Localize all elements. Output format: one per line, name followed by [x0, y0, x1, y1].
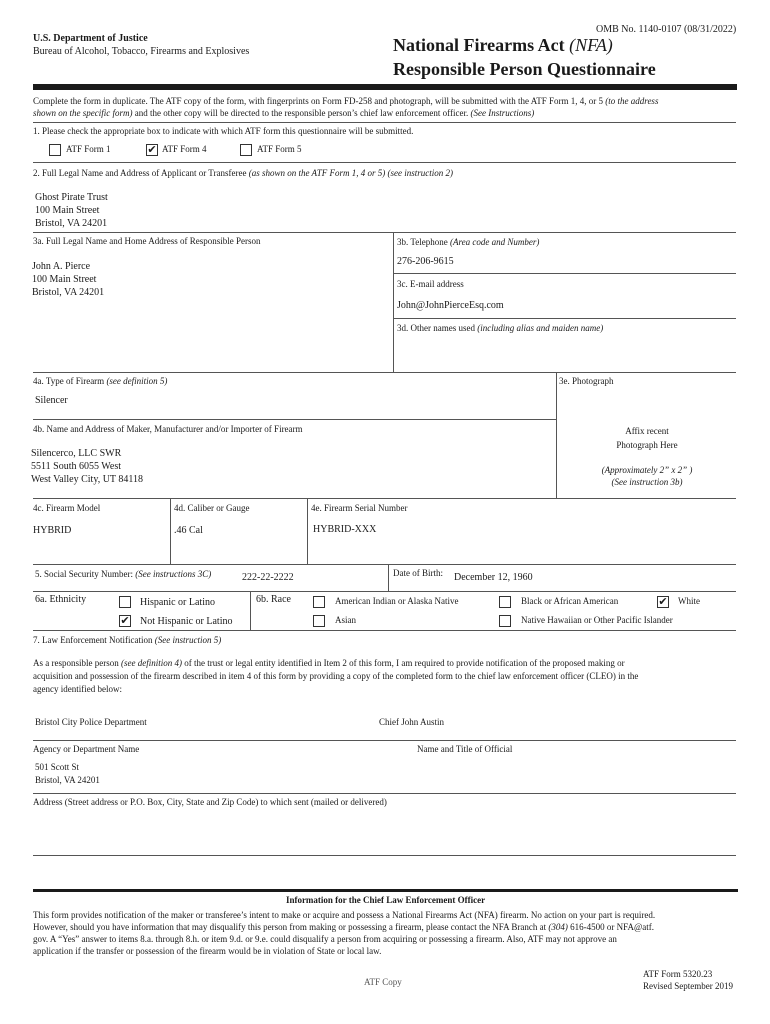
divider	[33, 162, 736, 163]
responsible-person-city[interactable]: Bristol, VA 24201	[32, 287, 105, 298]
item4d-label: 4d. Caliber or Gauge	[174, 503, 250, 513]
cleo-address-street[interactable]: 501 Scott St	[35, 762, 80, 772]
divider	[393, 273, 736, 274]
item3d-label	[397, 323, 603, 334]
item3b-label-text: 3b. Telephone	[397, 237, 450, 247]
item7-para-line1	[33, 658, 738, 669]
item3e-label: 3e. Photograph	[559, 376, 614, 386]
divider	[33, 232, 736, 233]
intro-text-italic: (to the address	[605, 96, 659, 106]
title-main: National Firearms Act	[393, 35, 565, 55]
official-name-field[interactable]: Chief John Austin	[379, 717, 445, 727]
item7-text-italic: (see definition 4)	[120, 658, 182, 668]
agency-name-label: Agency or Department Name	[33, 744, 140, 754]
applicant-city[interactable]: Bristol, VA 24201	[35, 218, 108, 229]
divider	[33, 855, 736, 856]
intro-text-2: and the other copy will be directed to the responsible person’s chief law enforcement officer.	[132, 108, 471, 118]
column-divider	[250, 591, 251, 630]
asian-label: Asian	[335, 615, 356, 625]
item2-label-text: 2. Full Legal Name and Address of Applicant or Transferee	[33, 168, 249, 178]
cleo-info-line2	[33, 922, 738, 933]
cleo-address-label: Address (Street address or P.O. Box, City, State and Zip Code) to which sent (mailed or delivered)	[33, 797, 387, 807]
intro-text: Complete the form in duplicate. The ATF copy of the form, with fingerprints on Form FD-258 and photograph, will be submitted with the ATF Form 1, 4, or 5	[33, 96, 606, 106]
responsible-person-name[interactable]: John A. Pierce	[32, 261, 91, 272]
form-number: ATF Form 5320.23	[643, 969, 713, 979]
item5-label	[35, 569, 211, 580]
checkbox-not-hispanic[interactable]: ✔	[120, 614, 130, 627]
dob-field[interactable]: December 12, 1960	[454, 572, 533, 583]
column-divider	[307, 498, 308, 564]
responsible-person-street[interactable]: 100 Main Street	[32, 274, 97, 285]
item5-label-italic: (See instructions 3C)	[135, 569, 212, 579]
cleo-rule	[33, 889, 738, 892]
item7-text: As a responsible person	[33, 658, 121, 668]
item4e-label: 4e. Firearm Serial Number	[311, 503, 408, 513]
divider	[33, 591, 736, 592]
item1-label: 1. Please check the appropriate box to indicate with which ATF form this questionnaire will be submitted.	[33, 126, 414, 136]
item7-label-text: 7. Law Enforcement Notification	[33, 635, 155, 645]
intro-line1	[33, 96, 738, 107]
hispanic-label: Hispanic or Latino	[140, 597, 215, 608]
caliber-field[interactable]: .46 Cal	[174, 525, 203, 536]
item4a-label	[33, 376, 167, 387]
item3b-label	[397, 237, 539, 248]
item3a-label: 3a. Full Legal Name and Home Address of Responsible Person	[33, 236, 261, 246]
omb-number: OMB No. 1140-0107 (08/31/2022)	[596, 24, 737, 35]
intro-text-italic-2: shown on the specific form)	[33, 108, 133, 118]
checkbox-hispanic[interactable]	[119, 596, 131, 608]
atf-form-5-label: ATF Form 5	[257, 144, 302, 154]
divider	[33, 793, 736, 794]
item3c-label: 3c. E-mail address	[397, 279, 464, 289]
department-name: U.S. Department of Justice	[33, 33, 148, 44]
cleo-info-line4: application if the transfer or possession of the firearm would be in violation of State or local law.	[33, 946, 382, 956]
item7-para-line3: agency identified below:	[33, 684, 122, 694]
pacific-islander-label: Native Hawaiian or Other Pacific Islander	[521, 615, 673, 625]
photo-affix-text: Affix recent	[625, 426, 669, 436]
applicant-street[interactable]: 100 Main Street	[35, 205, 100, 216]
cleo-info-text: However, should you have information that may disqualify this person from making or possessing a firearm, please contact the NFA Branch at	[33, 922, 549, 932]
firearm-type-field[interactable]: Silencer	[35, 395, 68, 406]
photo-size-text: (Approximately 2” x 2” )	[601, 465, 693, 475]
checkbox-atf-form-1[interactable]	[49, 144, 61, 156]
copy-designation: ATF Copy	[364, 977, 402, 987]
ssn-field[interactable]: 222-22-2222	[242, 572, 294, 583]
checkbox-atf-form-4[interactable]: ✔	[147, 143, 157, 156]
cleo-info-text-2: 616-4500 or NFA@atf.	[567, 922, 654, 932]
header-rule	[33, 84, 737, 90]
intro-see-instructions: (See Instructions)	[470, 108, 535, 118]
divider	[33, 498, 736, 499]
white-label: White	[678, 596, 700, 606]
item7-label-italic: (See instruction 5)	[154, 635, 222, 645]
item7-para-line2: acquisition and possession of the firearm described in item 4 of this form by providing a copy of the completed form to the chief law enforcement officer (CLEO) in the	[33, 671, 639, 681]
item4b-label: 4b. Name and Address of Maker, Manufacturer and/or Importer of Firearm	[33, 424, 303, 434]
black-label: Black or African American	[521, 596, 619, 606]
cleo-info-area-code: (304)	[548, 922, 568, 932]
checkbox-american-indian[interactable]	[313, 596, 325, 608]
divider	[33, 372, 736, 373]
photo-instruction-text: (See instruction 3b)	[611, 477, 683, 487]
column-divider	[170, 498, 171, 564]
revision-date: Revised September 2019	[643, 981, 733, 991]
form-subtitle: Responsible Person Questionnaire	[393, 59, 656, 79]
bureau-name: Bureau of Alcohol, Tobacco, Firearms and Explosives	[33, 46, 250, 57]
dob-label: Date of Birth:	[393, 568, 443, 578]
divider	[33, 564, 736, 565]
item4c-label: 4c. Firearm Model	[33, 503, 101, 513]
item6a-label: 6a. Ethnicity	[35, 594, 87, 605]
column-divider	[388, 564, 389, 591]
photo-here-text: Photograph Here	[616, 440, 678, 450]
email-field[interactable]: John@JohnPierceEsq.com	[397, 300, 504, 311]
divider	[33, 630, 736, 631]
serial-number-field[interactable]: HYBRID-XXX	[313, 524, 377, 535]
maker-name[interactable]: Silencerco, LLC SWR	[31, 448, 122, 459]
divider	[33, 122, 736, 123]
column-divider	[393, 232, 394, 372]
item7-text-2: of the trust or legal entity identified in Item 2 of this form, I am required to provide notification of the proposed making or	[181, 658, 625, 668]
atf-form-4-label: ATF Form 4	[162, 144, 207, 154]
atf-form-1-label: ATF Form 1	[66, 144, 111, 154]
checkbox-black[interactable]	[499, 596, 511, 608]
form-title	[393, 34, 613, 56]
cleo-info-title: Information for the Chief Law Enforcement Officer	[285, 895, 486, 905]
checkbox-pacific-islander[interactable]	[499, 615, 511, 627]
checkbox-atf-form-5[interactable]	[240, 144, 252, 156]
item2-label-italic: (as shown on the ATF Form 1, 4 or 5) (see instruction 2)	[248, 168, 453, 178]
title-abbr: (NFA)	[569, 35, 613, 55]
item4a-label-text: 4a. Type of Firearm	[33, 376, 107, 386]
item7-label	[33, 635, 221, 646]
item5-label-text: 5. Social Security Number:	[35, 569, 136, 579]
maker-street[interactable]: 5511 South 6055 West	[31, 461, 122, 472]
item4a-label-italic: (see definition 5)	[106, 376, 168, 386]
not-hispanic-label: Not Hispanic or Latino	[140, 616, 233, 627]
item3d-label-text: 3d. Other names used	[397, 323, 478, 333]
checkbox-white[interactable]: ✔	[658, 595, 668, 608]
cleo-info-line3: gov. A “Yes” answer to items 8.a. through 8.h. or item 9.d. or 9.e. could disqualify a person from acquiring or possessing a firearm. Also, ATF may not approve an	[33, 934, 617, 944]
item6b-label: 6b. Race	[256, 594, 291, 605]
telephone-field[interactable]: 276-206-9615	[397, 256, 454, 267]
item3d-label-italic: (including alias and maiden name)	[477, 323, 604, 333]
checkbox-asian[interactable]	[313, 615, 325, 627]
firearm-model-field[interactable]: HYBRID	[33, 525, 72, 536]
divider	[33, 419, 556, 420]
applicant-name[interactable]: Ghost Pirate Trust	[35, 192, 108, 203]
official-name-label: Name and Title of Official	[417, 744, 513, 754]
american-indian-label: American Indian or Alaska Native	[335, 596, 459, 606]
intro-line2	[33, 108, 738, 119]
item2-label	[33, 168, 453, 179]
agency-name-field[interactable]: Bristol City Police Department	[35, 717, 147, 727]
cleo-address-city[interactable]: Bristol, VA 24201	[35, 775, 100, 785]
item3b-label-italic: (Area code and Number)	[449, 237, 540, 247]
cleo-info-line1: This form provides notification of the maker or transferee’s intent to make or acquire and possess a National Firearms Act (NFA) firearm. No action on your part is required.	[33, 910, 656, 920]
divider	[33, 740, 736, 741]
maker-city[interactable]: West Valley City, UT 84118	[31, 474, 143, 485]
divider	[393, 318, 736, 319]
